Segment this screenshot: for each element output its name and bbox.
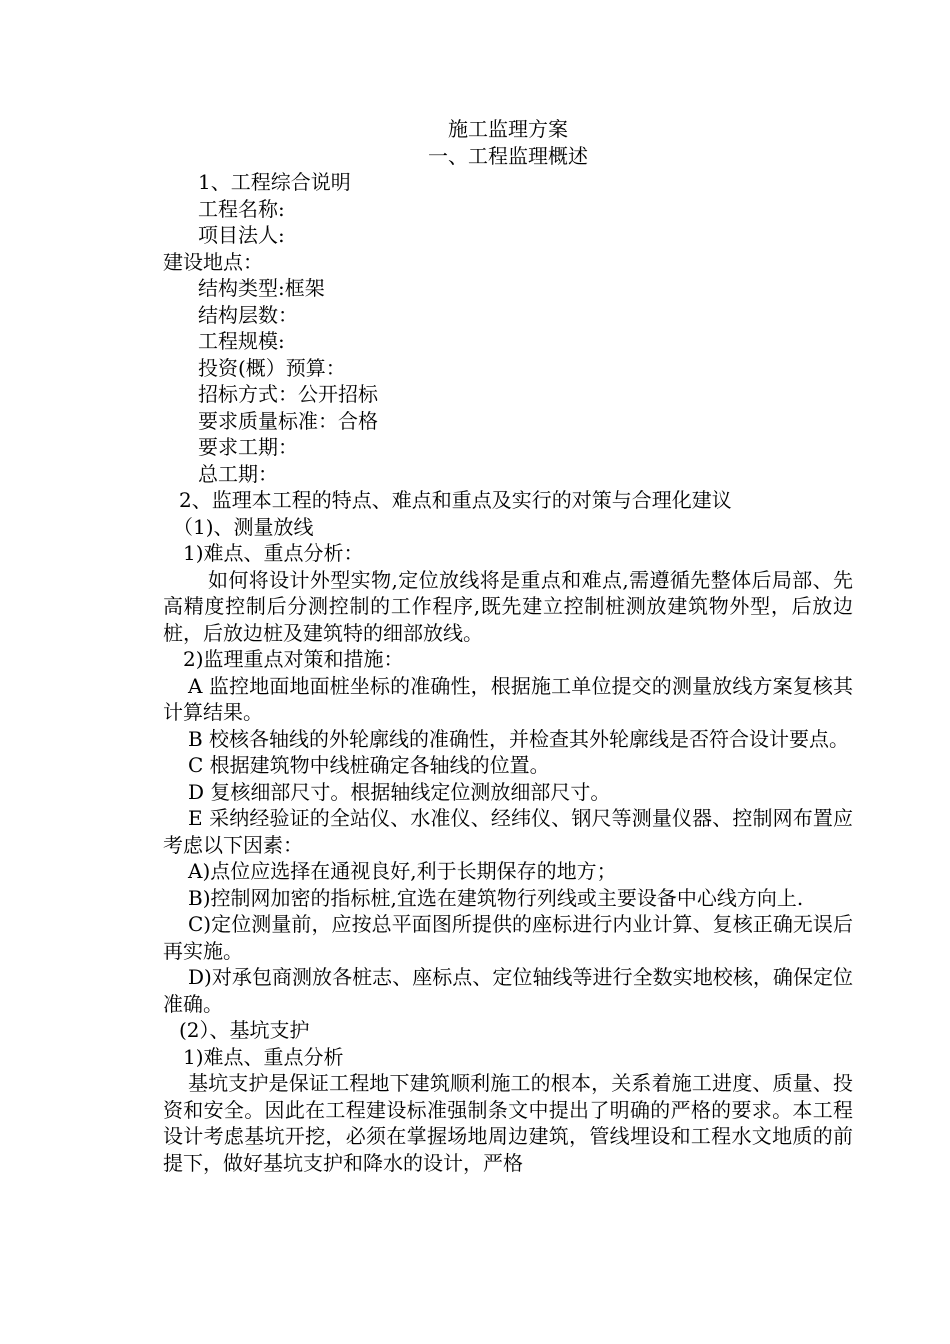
subsection-foundation-pit: (2）、基坑支护 — [179, 1018, 310, 1042]
survey-measures-heading: 2)监理重点对策和措施： — [183, 647, 404, 671]
factor-d: D)对承包商测放各桩志、座标点、定位轴线等进行全数实地校核，确保定位准确。 — [163, 965, 853, 1016]
measure-item-a: A 监控地面地面桩坐标的准确性，根据施工单位提交的测量放线方案复核其计算结果。 — [163, 673, 853, 724]
survey-analysis-heading: 1)难点、重点分析： — [183, 541, 364, 565]
field-structure-type: 结构类型:框架 — [198, 276, 325, 300]
factor-c: C)定位测量前，应按总平面图所提供的座标进行内业计算、复核正确无误后再实施。 — [163, 912, 853, 963]
field-scale: 工程规模: — [198, 329, 285, 353]
field-quality: 要求质量标准：合格 — [198, 408, 378, 433]
document-title: 施工监理方案 — [448, 117, 568, 141]
measure-item-e: E 采纳经验证的全站仪、水准仪、经纬仪、钢尺等测量仪器、控制网布置应考虑以下因素： — [163, 806, 853, 857]
survey-analysis-text: 如何将设计外型实物,定位放线将是重点和难点,需遵循先整体后局部、先高精度控制后分测控制的工作程序,既先建立控制桩测放建筑物外型，后放边桩，后放边桩及建筑特的细部放线。 — [163, 567, 853, 645]
field-budget: 投资(概）预算： — [198, 355, 346, 380]
field-duration: 要求工期： — [198, 435, 298, 459]
field-total-duration: 总工期： — [198, 461, 278, 486]
foundation-analysis-heading: 1)难点、重点分析 — [183, 1044, 344, 1069]
subsection-survey: （1)、测量放线 — [173, 514, 314, 539]
measure-item-c: C 根据建筑物中线桩确定各轴线的位置。 — [188, 753, 550, 777]
field-project-owner: 项目法人: — [198, 223, 285, 247]
section-heading-1: 1、工程综合说明 — [198, 170, 351, 194]
foundation-analysis-text: 基坑支护是保证工程地下建筑顺利施工的根本，关系着施工进度、质量、投资和安全。因此在工程建设标准强制条文中提出了明确的严格的要求。本工程设计考虑基坑开挖，必须在掌握场地周边建筑，管线埋设和工程水文地质的前提下，做好基坑支护和降水的设计，严格 — [163, 1071, 853, 1175]
measure-item-b: B 校核各轴线的外轮廓线的准确性，并检查其外轮廓线是否符合设计要点。 — [188, 726, 850, 751]
field-floors: 结构层数： — [198, 302, 298, 327]
field-location: 建设地点： — [163, 249, 263, 274]
section-heading-2: 2、监理本工程的特点、难点和重点及实行的对策与合理化建议 — [179, 488, 732, 512]
field-project-name: 工程名称: — [198, 196, 285, 221]
measure-item-d: D 复核细部尺寸。根据轴线定位测放细部尺寸。 — [188, 779, 611, 804]
chapter-heading: 一、工程监理概述 — [428, 143, 588, 168]
factor-b: B)控制网加密的指标桩,宜选在建筑物行列线或主要设备中心线方向上. — [188, 885, 804, 910]
factor-a: A)点位应选择在通视良好,利于长期保存的地方； — [188, 859, 617, 883]
field-bidding: 招标方式：公开招标 — [198, 382, 378, 406]
document-page — [163, 116, 853, 1176]
